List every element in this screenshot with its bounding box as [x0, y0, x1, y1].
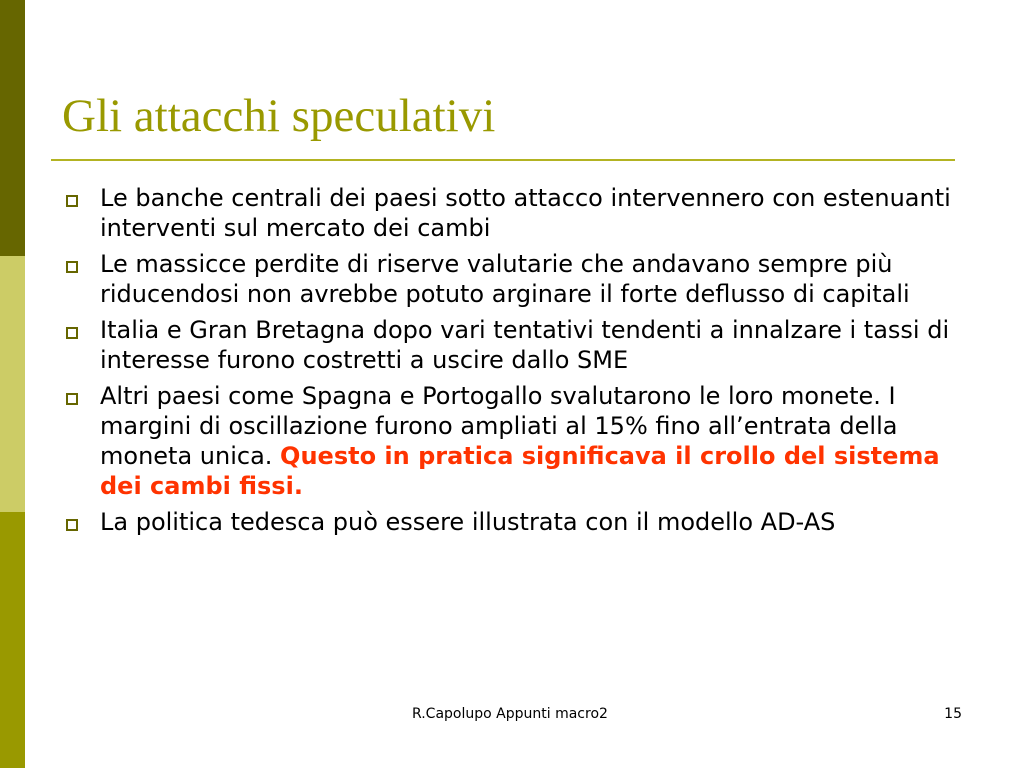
- bullet-emphasis-text: Questo in pratica significava il crollo del sistema dei cambi fissi.: [100, 442, 940, 500]
- bullet-item: [62, 381, 962, 501]
- bullet-item: [62, 183, 962, 243]
- title-underline-rule: [51, 159, 955, 161]
- side-decoration-bar: [0, 0, 25, 768]
- bullet-item: [62, 249, 962, 309]
- bullet-text: Le massicce perdite di riserve valutarie che andavano sempre più riducendosi non avrebbe potuto arginare il forte deflusso di capitali: [100, 250, 910, 308]
- bullet-text: Le banche centrali dei paesi sotto attacco intervennero con estenuanti interventi sul mercato dei cambi: [100, 184, 951, 242]
- hollow-square-icon: [66, 393, 78, 405]
- hollow-square-icon: [66, 261, 78, 273]
- hollow-square-icon: [66, 327, 78, 339]
- bullet-list: [62, 183, 962, 543]
- bullet-text: Italia e Gran Bretagna dopo vari tentativi tendenti a innalzare i tassi di interesse furono costretti a uscire dallo SME: [100, 316, 950, 374]
- bullet-text: Altri paesi come Spagna e Portogallo svalutarono le loro monete. I margini di oscillazione furono ampliati al 15% fino all’entrata della moneta unica.: [100, 382, 898, 470]
- bullet-item: [62, 507, 962, 537]
- side-bar-top-segment: [0, 0, 25, 256]
- bullet-item: [62, 315, 962, 375]
- bullet-text: La politica tedesca può essere illustrata con il modello AD-AS: [100, 508, 836, 536]
- hollow-square-icon: [66, 195, 78, 207]
- page-number: 15: [944, 706, 962, 722]
- side-bar-middle-segment: [0, 256, 25, 512]
- side-bar-bottom-segment: [0, 512, 25, 768]
- slide-title: Gli attacchi speculativi: [62, 90, 496, 142]
- hollow-square-icon: [66, 519, 78, 531]
- footer-text: R.Capolupo Appunti macro2: [412, 706, 608, 722]
